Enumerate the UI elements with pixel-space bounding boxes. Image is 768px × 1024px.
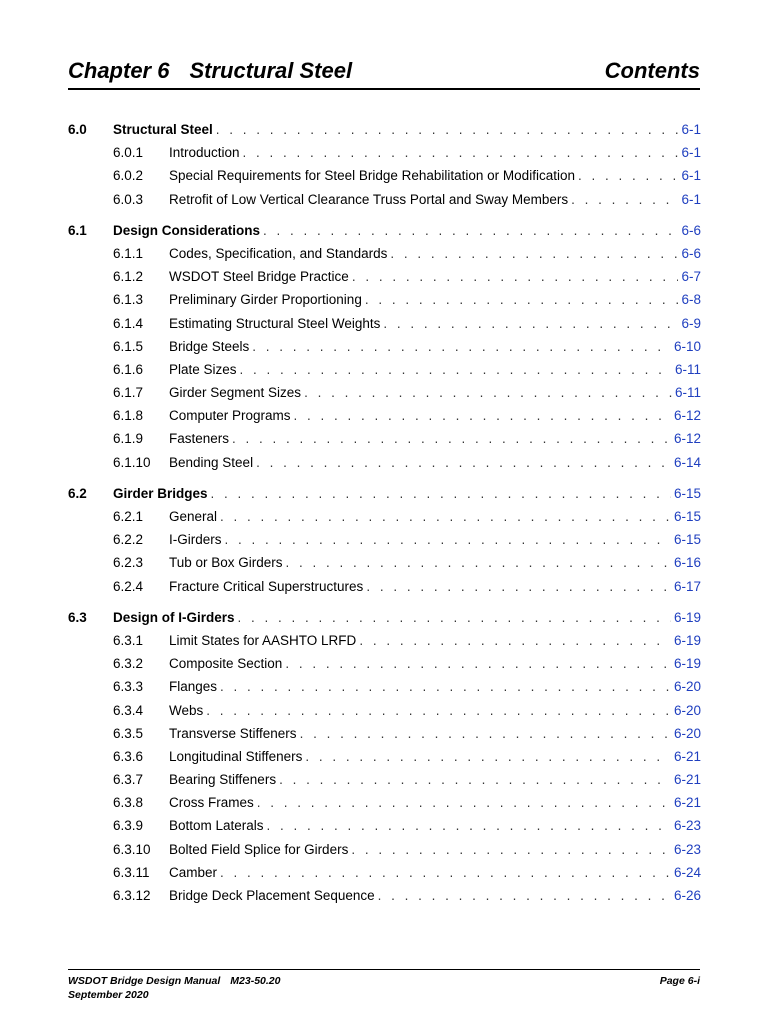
toc-subsection-entry[interactable] — [68, 288, 701, 311]
toc-entry-title[interactable]: Special Requirements for Steel Bridge Rehabilitation or Modification — [169, 168, 575, 184]
toc-subsection-entry[interactable] — [68, 629, 701, 652]
toc-entry-title[interactable]: Composite Section — [169, 656, 283, 672]
toc-entry-number: 6.0 — [68, 122, 87, 137]
toc-entry-line — [169, 141, 701, 164]
toc-page-link[interactable]: 6-23 — [673, 841, 701, 857]
page-footer — [68, 969, 700, 1002]
toc-entry-title[interactable]: Retrofit of Low Vertical Clearance Truss Portal and Sway Members — [169, 191, 569, 207]
toc-entry-title[interactable]: Codes, Specification, and Standards — [169, 245, 388, 261]
toc-entry-line — [169, 745, 701, 768]
toc-entry-number: 6.0.3 — [113, 191, 144, 207]
toc-subsection-entry[interactable] — [68, 699, 701, 722]
dot-leader — [206, 699, 671, 722]
toc-entry-title[interactable]: Bearing Stiffeners — [169, 772, 277, 788]
dot-leader — [383, 312, 678, 335]
toc-page-link[interactable]: 6-26 — [673, 888, 701, 903]
toc-subsection-entry[interactable] — [68, 722, 701, 745]
dot-leader — [220, 675, 671, 698]
dot-leader — [220, 861, 671, 884]
toc-page-link[interactable]: 6-15 — [673, 509, 701, 524]
toc-entry-title[interactable]: Introduction — [169, 145, 240, 161]
dot-leader — [365, 288, 679, 311]
dot-leader — [352, 265, 679, 288]
toc-entry-number: 6.0.2 — [113, 168, 144, 184]
toc-page-link[interactable]: 6-11 — [674, 361, 701, 377]
toc-subsection-entry[interactable] — [68, 745, 701, 768]
toc-subsection-entry[interactable] — [68, 861, 701, 884]
toc-entry-title[interactable]: Plate Sizes — [169, 361, 237, 377]
toc-entry-line — [169, 312, 701, 335]
toc-entry-line — [169, 265, 701, 288]
dot-leader — [571, 188, 678, 211]
dot-leader — [294, 404, 671, 427]
toc-page-link[interactable]: 6-24 — [673, 864, 701, 880]
toc-page-link[interactable]: 6-1 — [681, 122, 701, 137]
toc-entry-number: 6.3.3 — [113, 679, 144, 695]
toc-entry-number: 6.3.11 — [113, 864, 150, 880]
dot-leader — [366, 575, 671, 598]
toc-entry-line — [169, 838, 701, 861]
dot-leader — [216, 118, 679, 141]
toc-entry-line — [169, 675, 701, 698]
toc-entry-line — [169, 335, 701, 358]
toc-entry-line — [169, 699, 701, 722]
toc-entry-line — [169, 288, 701, 311]
toc-entry-line — [169, 884, 701, 907]
toc-subsection-entry[interactable] — [68, 141, 701, 164]
table-of-contents — [68, 118, 701, 907]
toc-section-entry[interactable] — [68, 482, 701, 505]
toc-entry-title[interactable]: Limit States for AASHTO LRFD — [169, 632, 357, 648]
toc-entry-number: 6.1.3 — [113, 292, 144, 308]
toc-subsection-entry[interactable] — [68, 265, 701, 288]
toc-subsection-entry[interactable] — [68, 575, 701, 598]
dot-leader — [286, 551, 671, 574]
toc-entry-number: 6.1.5 — [113, 338, 144, 354]
dot-leader — [257, 791, 671, 814]
toc-entry-line — [169, 814, 701, 837]
toc-entry-number: 6.1 — [68, 222, 87, 238]
toc-page-link[interactable]: 6-21 — [673, 795, 701, 811]
toc-entry-title[interactable]: Girder Bridges — [113, 485, 208, 501]
toc-entry-line — [113, 219, 701, 242]
toc-entry-number: 6.2.3 — [113, 555, 144, 571]
dot-leader — [243, 141, 679, 164]
toc-entry-title[interactable]: Computer Programs — [169, 408, 291, 424]
toc-page-link[interactable]: 6-1 — [681, 191, 701, 207]
dot-leader — [351, 838, 671, 861]
publication-date: September 2020 — [68, 989, 149, 1001]
toc-page-link[interactable]: 6-15 — [673, 485, 701, 501]
toc-entry-title[interactable]: Bridge Steels — [169, 338, 250, 354]
toc-entry-number: 6.2.2 — [113, 532, 144, 548]
toc-entry-number: 6.1.7 — [113, 385, 144, 401]
toc-entry-line — [169, 427, 701, 450]
toc-entry-title[interactable]: WSDOT Steel Bridge Practice — [169, 269, 349, 285]
dot-leader — [252, 335, 671, 358]
toc-subsection-entry[interactable] — [68, 791, 701, 814]
toc-page-link[interactable]: 6-15 — [673, 532, 701, 548]
manual-number: M23-50.20 — [230, 975, 281, 987]
dot-leader — [267, 814, 671, 837]
toc-subsection-entry[interactable] — [68, 675, 701, 698]
toc-subsection-entry[interactable] — [68, 188, 701, 211]
toc-page-link[interactable]: 6-21 — [673, 748, 701, 764]
toc-page-link[interactable]: 6-6 — [681, 222, 701, 238]
dot-leader — [285, 652, 671, 675]
toc-entry-number: 6.3 — [68, 609, 87, 625]
toc-page-link[interactable]: 6-9 — [681, 315, 701, 331]
toc-entry-number: 6.1.8 — [113, 408, 144, 424]
toc-entry-line — [169, 505, 701, 528]
toc-subsection-entry[interactable] — [68, 242, 701, 265]
toc-subsection-entry[interactable] — [68, 404, 701, 427]
dot-leader — [225, 528, 671, 551]
toc-entry-line — [169, 451, 701, 474]
page-header — [68, 56, 700, 90]
toc-subsection-entry[interactable] — [68, 381, 701, 404]
toc-entry-line — [169, 358, 701, 381]
toc-entry-title[interactable]: Transverse Stiffeners — [169, 725, 297, 741]
toc-entry-line — [169, 242, 701, 265]
toc-entry-line — [169, 551, 701, 574]
toc-page-link[interactable]: 6-7 — [681, 269, 701, 285]
contents-label: Contents — [604, 58, 700, 83]
toc-subsection-entry[interactable] — [68, 768, 701, 791]
toc-subsection-entry[interactable] — [68, 335, 701, 358]
toc-entry-number: 6.3.2 — [113, 656, 144, 672]
toc-subsection-entry[interactable] — [68, 358, 701, 381]
toc-subsection-entry[interactable] — [68, 505, 701, 528]
dot-leader — [359, 629, 671, 652]
chapter-title: Structural Steel — [189, 58, 353, 83]
dot-leader — [238, 606, 671, 629]
toc-subsection-entry[interactable] — [68, 164, 701, 187]
toc-entry-title[interactable]: Bending Steel — [169, 454, 254, 470]
toc-subsection-entry[interactable] — [68, 312, 701, 335]
toc-entry-number: 6.3.8 — [113, 795, 144, 811]
toc-page-link[interactable]: 6-20 — [673, 702, 701, 718]
toc-entry-line — [169, 381, 701, 404]
toc-entry-line — [169, 722, 701, 745]
toc-entry-line — [113, 118, 701, 141]
manual-title: WSDOT Bridge Design Manual — [68, 975, 221, 987]
toc-page-link[interactable]: 6-10 — [673, 338, 701, 354]
toc-page-link[interactable]: 6-23 — [673, 818, 701, 834]
toc-section-entry[interactable] — [68, 606, 701, 629]
toc-subsection-entry[interactable] — [68, 814, 701, 837]
toc-entry-title[interactable]: Bolted Field Splice for Girders — [169, 841, 349, 857]
toc-page-link[interactable]: 6-11 — [674, 385, 701, 401]
toc-subsection-entry[interactable] — [68, 551, 701, 574]
toc-page-link[interactable]: 6-19 — [673, 632, 701, 648]
dot-leader — [304, 381, 672, 404]
dot-leader — [256, 451, 671, 474]
toc-entry-line — [169, 575, 701, 598]
toc-entry-title[interactable]: Flanges — [169, 679, 218, 695]
toc-entry-number: 6.3.7 — [113, 772, 144, 788]
toc-entry-line — [169, 188, 701, 211]
toc-entry-number: 6.3.5 — [113, 725, 144, 741]
toc-entry-title[interactable]: Girder Segment Sizes — [169, 385, 302, 401]
toc-entry-number: 6.3.6 — [113, 748, 144, 764]
toc-entry-number: 6.3.10 — [113, 841, 151, 857]
toc-entry-line — [169, 652, 701, 675]
toc-entry-title[interactable]: Camber — [169, 864, 218, 880]
toc-entry-number: 6.3.12 — [113, 888, 151, 903]
toc-entry-number: 6.2 — [68, 485, 87, 501]
toc-entry-number: 6.0.1 — [113, 145, 144, 161]
dot-leader — [305, 745, 671, 768]
chapter-heading — [68, 58, 352, 84]
toc-entry-line — [169, 768, 701, 791]
dot-leader — [211, 482, 671, 505]
toc-page-link[interactable]: 6-21 — [673, 772, 701, 788]
toc-section-entry[interactable] — [68, 118, 701, 141]
toc-entry-title[interactable]: Tub or Box Girders — [169, 555, 283, 571]
toc-entry-number: 6.1.6 — [113, 361, 144, 377]
toc-subsection-entry[interactable] — [68, 528, 701, 551]
toc-page-link[interactable]: 6-1 — [681, 168, 701, 184]
toc-entry-line — [169, 404, 701, 427]
toc-entry-number: 6.1.10 — [113, 454, 151, 470]
toc-page-link[interactable]: 6-17 — [673, 578, 701, 594]
toc-subsection-entry[interactable] — [68, 451, 701, 474]
dot-leader — [240, 358, 672, 381]
toc-entry-title[interactable]: Fasteners — [169, 431, 230, 447]
toc-page-link[interactable]: 6-16 — [673, 555, 701, 571]
toc-entry-line — [113, 606, 701, 629]
toc-entry-number: 6.1.4 — [113, 315, 144, 331]
toc-entry-title[interactable]: I-Girders — [169, 532, 222, 548]
toc-page-link[interactable]: 6-14 — [673, 454, 701, 470]
dot-leader — [279, 768, 671, 791]
toc-entry-line — [113, 482, 701, 505]
toc-subsection-entry[interactable] — [68, 838, 701, 861]
toc-page-link[interactable]: 6-1 — [681, 145, 701, 161]
toc-entry-title[interactable]: Cross Frames — [169, 795, 254, 811]
toc-entry-title[interactable]: Longitudinal Stiffeners — [169, 748, 303, 764]
toc-entry-title[interactable]: Design Considerations — [113, 222, 261, 238]
dot-leader — [378, 884, 671, 907]
toc-page-link[interactable]: 6-8 — [681, 292, 701, 308]
toc-entry-number: 6.1.9 — [113, 431, 144, 447]
toc-entry-title[interactable]: Preliminary Girder Proportioning — [169, 292, 362, 308]
toc-entry-number: 6.3.9 — [113, 818, 144, 834]
toc-entry-line — [169, 791, 701, 814]
toc-entry-title[interactable]: Webs — [169, 702, 204, 718]
dot-leader — [578, 164, 679, 187]
toc-entry-line — [169, 629, 701, 652]
dot-leader — [220, 505, 671, 528]
toc-entry-number: 6.3.1 — [113, 632, 144, 648]
toc-page-link[interactable]: 6-20 — [673, 679, 701, 695]
dot-leader — [390, 242, 678, 265]
toc-entry-title[interactable]: Bridge Deck Placement Sequence — [169, 888, 375, 903]
toc-page-link[interactable]: 6-12 — [673, 408, 701, 424]
toc-entry-title[interactable]: Design of I-Girders — [113, 609, 235, 625]
toc-section-entry[interactable] — [68, 219, 701, 242]
toc-page-link[interactable]: 6-20 — [673, 725, 701, 741]
toc-entry-number: 6.3.4 — [113, 702, 144, 718]
toc-entry-line — [169, 528, 701, 551]
toc-page-link[interactable]: 6-12 — [673, 431, 701, 447]
toc-entry-title[interactable]: Structural Steel — [113, 122, 213, 137]
toc-page-link[interactable]: 6-19 — [673, 656, 701, 672]
toc-entry-line — [169, 164, 701, 187]
toc-page-link[interactable]: 6-6 — [681, 245, 701, 261]
toc-entry-number: 6.2.4 — [113, 578, 144, 594]
toc-entry-number: 6.1.1 — [113, 245, 144, 261]
page-number: Page 6-i — [659, 975, 700, 987]
toc-entry-number: 6.1.2 — [113, 269, 144, 285]
chapter-number: Chapter 6 — [68, 58, 170, 83]
toc-page-link[interactable]: 6-19 — [673, 609, 701, 625]
toc-entry-title[interactable]: Fracture Critical Superstructures — [169, 578, 364, 594]
toc-subsection-entry[interactable] — [68, 884, 701, 907]
toc-entry-line — [169, 861, 701, 884]
dot-leader — [232, 427, 671, 450]
toc-entry-number: 6.2.1 — [113, 509, 144, 524]
toc-entry-title[interactable]: Bottom Laterals — [169, 818, 264, 834]
toc-entry-title[interactable]: General — [169, 509, 218, 524]
dot-leader — [263, 219, 678, 242]
toc-subsection-entry[interactable] — [68, 652, 701, 675]
toc-subsection-entry[interactable] — [68, 427, 701, 450]
dot-leader — [300, 722, 671, 745]
toc-entry-title[interactable]: Estimating Structural Steel Weights — [169, 315, 381, 331]
